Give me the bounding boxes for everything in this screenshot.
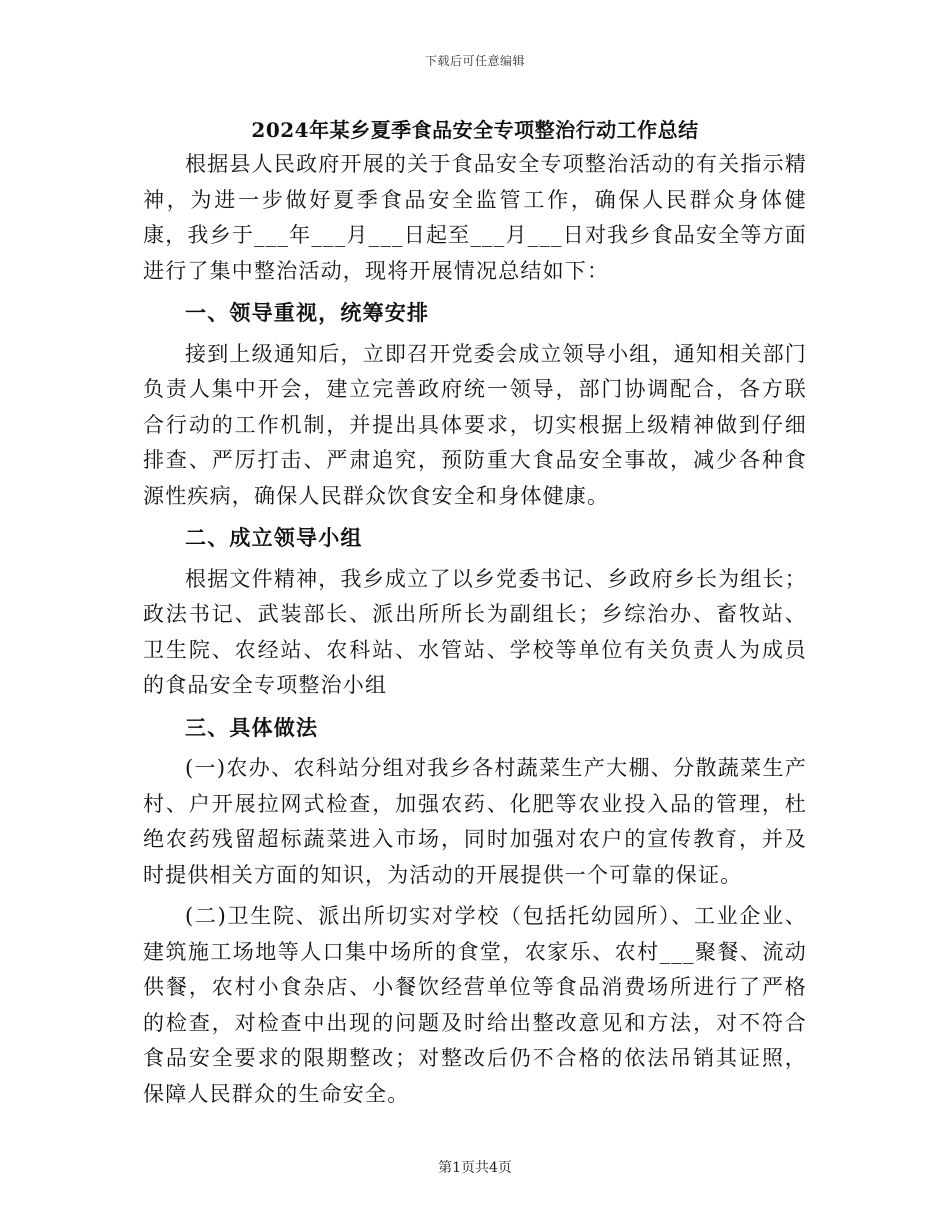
section-heading-3: 三、具体做法 (185, 714, 319, 740)
section-1-paragraph: 接到上级通知后，立即召开党委会成立领导小组，通知相关部门负责人集中开会，建立完善政府统一领导，部门协调配合，各方联合行动的工作机制，并提出具体要求，切实根据上级精神做到仔细排查、严厉打击、严肃追究，预防重大食品安全事故，减少各种食源性疾病，确保人民群众饮食安全和身体健康。 (143, 341, 807, 508)
document-body (143, 147, 807, 1112)
section-3-item-1-paragraph: (一)农办、农科站分组对我乡各村蔬菜生产大棚、分散蔬菜生产村、户开展拉网式检查，加强农药、化肥等农业投入品的管理，杜绝农药残留超标蔬菜进入市场，同时加强对农户的宣传教育，并及时提供相关方面的知识，为活动的开展提供一个可靠的保证。 (143, 756, 807, 887)
intro-paragraph: 根据县人民政府开展的关于食品安全专项整治活动的有关指示精神，为进一步做好夏季食品安全监管工作，确保人民群众身体健康，我乡于___年___月___日起至___月___日对我乡食品安全等方面进行了集中整治活动，现将开展情况总结如下： (143, 152, 807, 283)
document-title: 2024年某乡夏季食品安全专项整治行动工作总结 (251, 118, 699, 142)
header-note: 下载后可任意编辑 (424, 54, 525, 68)
section-heading-2: 二、成立领导小组 (185, 525, 363, 550)
section-3-item-2-paragraph: (二)卫生院、派出所切实对学校（包括托幼园所）、工业企业、建筑施工场地等人口集中场所的食堂，农家乐、农村___聚餐、流动供餐，农村小食杂店、小餐饮经营单位等食品消费场所进行了严格的检查，对检查中出现的问题及时给出整改意见和方法，对不符合食品安全要求的限期整改；对整改后仍不合格的依法吊销其证照，保障人民群众的生命安全。 (143, 904, 807, 1106)
page-number-footer: 第1页共4页 (438, 1160, 512, 1176)
section-2-paragraph: 根据文件精神，我乡成立了以乡党委书记、乡政府乡长为组长；政法书记、武装部长、派出所所长为副组长；乡综治办、畜牧站、卫生院、农经站、农科站、水管站、学校等单位有关负责人为成员的食品安全专项整治小组 (143, 566, 807, 697)
section-heading-1: 一、领导重视，统筹安排 (185, 300, 430, 325)
